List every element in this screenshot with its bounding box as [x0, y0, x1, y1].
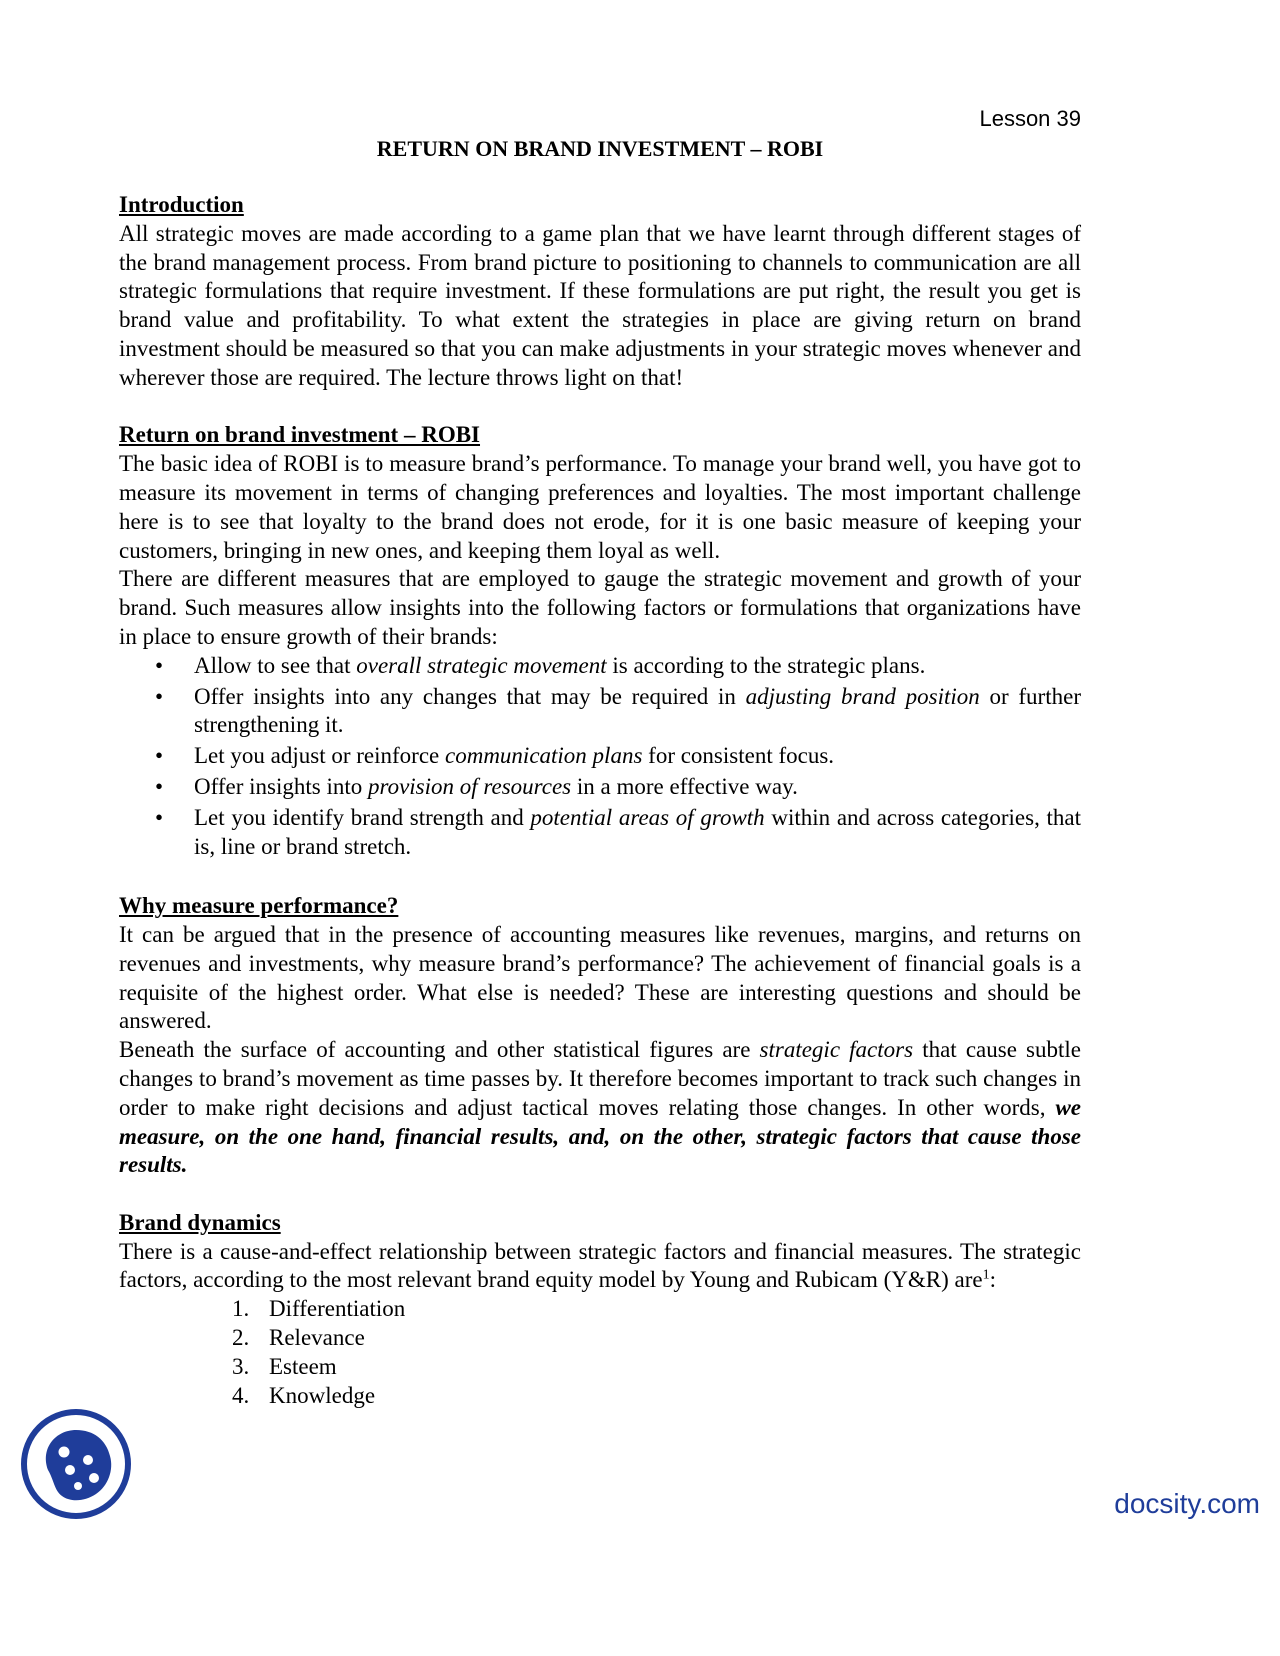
bullet-emphasis: provision of resources: [367, 773, 572, 799]
bullet-icon: •: [155, 773, 164, 799]
bullet-text-before: Offer insights into any changes that may be required in: [194, 683, 746, 709]
robi-bullet-list: [119, 652, 1081, 862]
list-number: 3.: [232, 1353, 250, 1379]
bullet-text-before: Let you adjust or reinforce: [194, 743, 445, 769]
para-emphasis: strategic factors: [759, 1037, 914, 1063]
introduction-section: [119, 191, 1081, 393]
bullet-icon: •: [155, 652, 164, 678]
bullet-emphasis: adjusting brand position: [745, 683, 980, 709]
bullet-text-after: is according to the strategic plans.: [606, 652, 926, 678]
bullet-emphasis: overall strategic movement: [356, 652, 607, 678]
list-item: [119, 804, 1081, 862]
list-number: 2.: [232, 1325, 250, 1351]
docsity-watermark-link[interactable]: docsity.com: [1114, 1488, 1260, 1519]
para-text: Beneath the surface of accounting and other statistical figures are: [119, 1037, 760, 1063]
list-number: 4.: [232, 1382, 250, 1408]
bullet-text-before: Let you identify brand strength and: [194, 804, 531, 830]
para-text: that cause subtle changes to brand’s movement as time passes by. It therefore becomes important to track such changes in order to make right decisions and adjust tactical moves relating those changes. In other words,: [119, 1037, 1081, 1120]
bullet-text-after: or further strengthening it.: [194, 683, 1081, 738]
brand-dynamics-paragraph: [119, 1238, 1081, 1296]
bullet-emphasis: potential areas of growth: [530, 804, 765, 830]
bullet-text-after: within and across categories, that is, line or brand stretch.: [194, 804, 1081, 859]
page-title: RETURN ON BRAND INVESTMENT – ROBI: [376, 136, 824, 161]
robi-paragraph-2: There are different measures that are employed to gauge the strategic movement and growth of your brand. Such measures allow insights into the following factors or formulations that organizations have in place to ensure growth of their brands:: [119, 566, 1081, 649]
list-item: [119, 742, 1081, 771]
list-item: [119, 1295, 1081, 1324]
lesson-number: Lesson 39: [979, 106, 1081, 131]
bullet-icon: •: [155, 743, 164, 769]
why-measure-section: [119, 892, 1081, 1180]
why-measure-heading: Why measure performance?: [119, 893, 399, 919]
bullet-emphasis: communication plans: [445, 743, 643, 769]
bullet-icon: •: [155, 683, 164, 709]
factor-label: Esteem: [269, 1353, 337, 1379]
brand-dynamics-section: [119, 1209, 1081, 1411]
strategic-factors-list: [119, 1295, 1081, 1410]
bullet-icon: •: [155, 804, 164, 830]
list-number: 1.: [232, 1296, 250, 1322]
bullet-text-after: for consistent focus.: [642, 743, 835, 769]
why-measure-paragraph-2: [119, 1036, 1081, 1180]
list-item: [119, 1353, 1081, 1382]
why-measure-paragraph-1: It can be argued that in the presence of accounting measures like revenues, margins, and returns on revenues and investments, why measure brand’s performance? The achievement of financial goals is a requisite of the highest order. What else is needed? These are interesting questions and should be answered.: [119, 921, 1081, 1034]
document-page: [119, 100, 1081, 1410]
robi-section: [119, 421, 1081, 861]
list-item: [119, 683, 1081, 741]
footnote-marker[interactable]: 1: [982, 1267, 990, 1283]
list-item: [119, 1382, 1081, 1411]
bullet-text-before: Offer insights into: [194, 773, 368, 799]
list-item: [119, 1324, 1081, 1353]
factor-label: Differentiation: [269, 1296, 406, 1322]
factor-label: Relevance: [269, 1325, 365, 1351]
list-item: [119, 652, 1081, 681]
introduction-heading: Introduction: [119, 192, 244, 217]
robi-paragraph-1: The basic idea of ROBI is to measure brand’s performance. To manage your brand well, you have got to measure its movement in terms of changing preferences and loyalties. The most important challenge here is to see that loyalty to the brand does not erode, for it is one basic measure of keeping your customers, bringing in new ones, and keeping them loyal as well.: [119, 451, 1081, 563]
para-strong-emphasis: we measure, on the one hand, financial results, and, on the other, strategic factors that cause those results.: [119, 1094, 1081, 1178]
para-text: :: [989, 1267, 996, 1293]
brand-dynamics-heading: Brand dynamics: [119, 1209, 281, 1235]
bullet-text-before: Allow to see that: [194, 652, 357, 678]
list-item: [119, 773, 1081, 802]
factor-label: Knowledge: [269, 1382, 376, 1408]
introduction-paragraph: All strategic moves are made according to a game plan that we have learnt through different stages of the brand management process. From brand picture to positioning to channels to communication are all strategic formulations that require investment. If these formulations are put right, the result you get is brand value and profitability. To what extent the strategies in place are giving return on brand investment should be measured so that you can make adjustments in your strategic moves whenever and wherever those are required. The lecture throws light on that!: [119, 220, 1081, 390]
bullet-text-after: in a more effective way.: [571, 773, 798, 799]
robi-heading: Return on brand investment – ROBI: [119, 422, 481, 448]
docsity-logo-icon[interactable]: [20, 1408, 132, 1520]
para-text: There is a cause-and-effect relationship between strategic factors and financial measures. The strategic factors, according to the most relevant brand equity model by Young and Rubicam (Y&R) are: [119, 1238, 1081, 1293]
